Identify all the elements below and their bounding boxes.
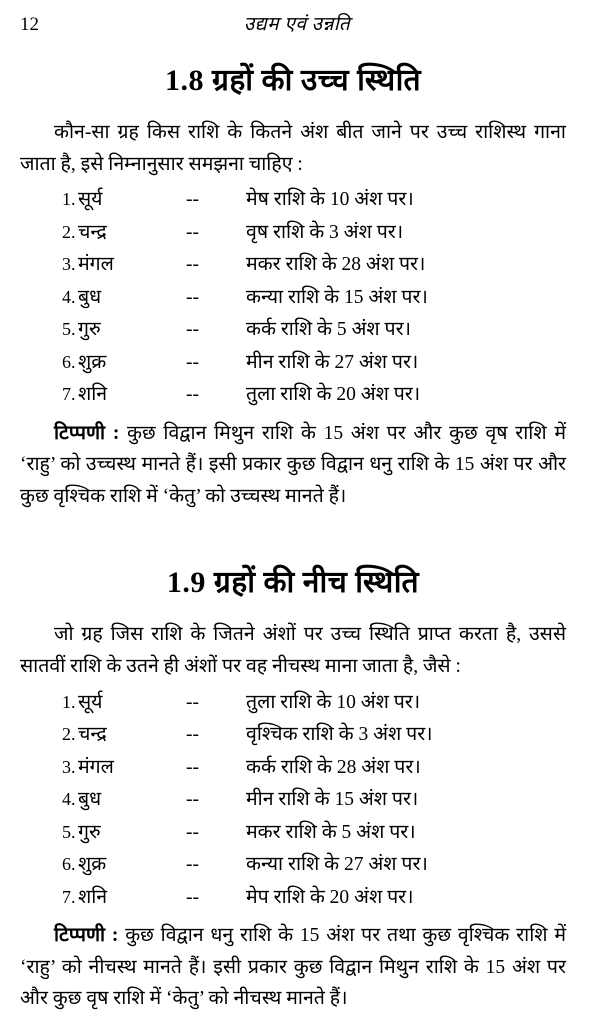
list-item-number: 1. [62, 691, 76, 712]
note-text: कुछ विद्वान धनु राशि के 15 अंश पर तथा कुछ वृश्चिक राशि में ‘राहु’ को नीचस्थ मानते हैं। इसी प्रकार कुछ विद्वान मिथुन राशि के 15 अंश पर और कुछ वृष राशि में ‘केतु’ को नीचस्थ मानते हैं। [20, 925, 566, 1010]
list-item-planet: शुक्र [78, 351, 107, 373]
list-item-dash: -- [186, 254, 199, 276]
list-item-value: वृश्चिक राशि के 3 अंश पर। [246, 724, 433, 746]
list-item-value: मकर राशि के 28 अंश पर। [246, 254, 426, 276]
list-item-value: कर्क राशि के 28 अंश पर। [246, 756, 421, 778]
list-item-value: कन्या राशि के 27 अंश पर। [246, 854, 428, 876]
list-item-number: 2. [62, 724, 76, 745]
list-item [20, 255, 566, 275]
list-item-dash: -- [186, 756, 199, 778]
list-item-planet: बुध [78, 286, 102, 308]
list-item [20, 790, 566, 810]
section-1-8 [20, 58, 566, 512]
list-item-number: 6. [62, 351, 76, 372]
section-1-9 [20, 560, 566, 1014]
list-item-value: वृष राशि के 3 अंश पर। [246, 221, 404, 243]
list-item-number: 7. [62, 886, 76, 907]
list-item-value: मेप राशि के 20 अंश पर। [246, 886, 414, 908]
list-item-dash: -- [186, 286, 199, 308]
section-title: 1.9 ग्रहों की नीच स्थिति [166, 566, 420, 600]
note-label: टिप्पणी : [54, 925, 119, 947]
list-item-dash: -- [186, 886, 199, 908]
planet-exaltation-list [20, 190, 566, 405]
list-item [20, 223, 566, 243]
list-item-planet: शुक्र [78, 854, 107, 876]
list-item-dash: -- [186, 319, 199, 341]
list-item-number: 4. [62, 286, 76, 307]
list-item-planet: सूर्य [78, 189, 103, 211]
list-item-number: 5. [62, 319, 76, 340]
page-number: 12 [20, 14, 39, 35]
list-item [20, 823, 566, 843]
list-item [20, 758, 566, 778]
list-item-planet: मंगल [78, 756, 114, 778]
list-item-dash: -- [186, 221, 199, 243]
list-item-dash: -- [186, 724, 199, 746]
list-item [20, 385, 566, 405]
page-header [20, 10, 566, 36]
list-item-dash: -- [186, 821, 199, 843]
note-label: टिप्पणी : [54, 422, 120, 444]
list-item-planet: सूर्य [78, 691, 103, 713]
list-item-planet: शनि [78, 384, 108, 406]
list-item-value: तुला राशि के 20 अंश पर। [246, 384, 421, 406]
section-intro-paragraph: कौन-सा ग्रह किस राशि के कितने अंश बीत जाने पर उच्च राशिस्थ गाना जाता है, इसे निम्नानुसार समझना चाहिए : [20, 122, 566, 175]
list-item [20, 288, 566, 308]
section-intro-paragraph: जो ग्रह जिस राशि के जितने अंशों पर उच्च स्थिति प्राप्त करता है, उससे सातवीं राशि के उतने ही अंशों पर वह नीचस्थ माना जाता है, जैसे : [20, 624, 566, 677]
list-item-planet: शनि [78, 886, 108, 908]
list-item-value: मेष राशि के 10 अंश पर। [246, 189, 414, 211]
list-item [20, 725, 566, 745]
list-item-value: मकर राशि के 5 अंश पर। [246, 821, 416, 843]
list-item-value: मीन राशि के 27 अंश पर। [246, 351, 419, 373]
list-item-number: 3. [62, 254, 76, 275]
list-item-dash: -- [186, 384, 199, 406]
list-item-planet: चन्द्र [78, 221, 107, 243]
list-item-number: 1. [62, 189, 76, 210]
list-item-value: तुला राशि के 10 अंश पर। [246, 691, 421, 713]
planet-debilitation-list [20, 693, 566, 908]
list-item-number: 2. [62, 221, 76, 242]
list-item-dash: -- [186, 691, 199, 713]
list-item-number: 7. [62, 384, 76, 405]
running-head: उद्यम एवं उन्नति [243, 14, 351, 35]
list-item-number: 6. [62, 854, 76, 875]
list-item [20, 693, 566, 713]
list-item-number: 3. [62, 756, 76, 777]
list-item-value: कर्क राशि के 5 अंश पर। [246, 319, 411, 341]
list-item [20, 320, 566, 340]
note-text: कुछ विद्वान मिथुन राशि के 15 अंश पर और कुछ वृष राशि में ‘राहु’ को उच्चस्थ मानते हैं। इसी प्रकार कुछ विद्वान धनु राशि के 15 अंश पर और कुछ वृश्चिक राशि में ‘केतु’ को उच्चस्थ मानते हैं। [20, 422, 566, 507]
list-item-planet: गुरु [78, 319, 101, 341]
section-note [20, 920, 566, 1015]
section-note [20, 418, 566, 513]
list-item-planet: बुध [78, 789, 102, 811]
list-item [20, 855, 566, 875]
list-item [20, 888, 566, 908]
list-item-value: मीन राशि के 15 अंश पर। [246, 789, 419, 811]
list-item-number: 4. [62, 789, 76, 810]
list-item-planet: गुरु [78, 821, 101, 843]
list-item-dash: -- [186, 351, 199, 373]
list-item-number: 5. [62, 821, 76, 842]
list-item-dash: -- [186, 854, 199, 876]
list-item [20, 353, 566, 373]
section-title: 1.8 ग्रहों की उच्च स्थिति [164, 64, 422, 97]
list-item-planet: मंगल [78, 254, 114, 276]
list-item-dash: -- [186, 189, 199, 211]
list-item-dash: -- [186, 789, 199, 811]
list-item-planet: चन्द्र [78, 724, 107, 746]
list-item [20, 190, 566, 210]
list-item-value: कन्या राशि के 15 अंश पर। [246, 286, 428, 308]
